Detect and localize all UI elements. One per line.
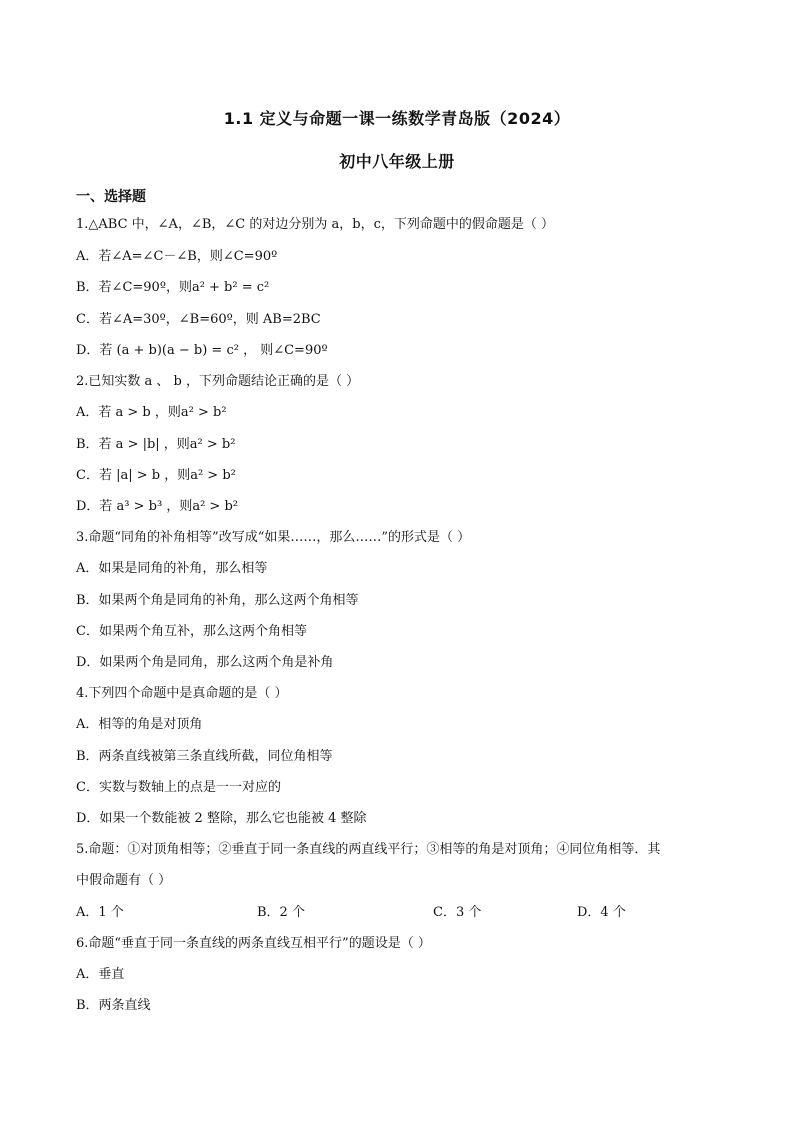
question-2-stem: 2.已知实数 a 、 b ，下列命题结论正确的是（ ） [76, 374, 360, 389]
question-4-stem: 4.下列四个命题中是真命题的是（ ） [76, 686, 288, 701]
section-heading: 一、选择题 [76, 189, 146, 205]
question-1-option-c: C．若∠A=30º，∠B=60º，则 AB=2BC [76, 312, 321, 327]
question-3-option-a: A．如果是同角的补角，那么相等 [76, 561, 268, 576]
question-2-option-c: C．若 |a| > b ，则a² > b² [76, 468, 236, 483]
question-5-option-a: A．1 个 [76, 905, 124, 920]
question-1-stem: 1.△ABC 中，∠A，∠B，∠C 的对边分别为 a，b，c，下列命题中的假命题是（ ） [76, 217, 554, 232]
question-1-option-d: D．若 (a + b)(a − b) = c² ， 则∠C=90º [76, 343, 328, 358]
question-4-option-d: D．如果一个数能被 2 整除，那么它也能被 4 整除 [76, 811, 367, 826]
question-6-option-a: A．垂直 [76, 967, 125, 982]
question-6-option-b: B．两条直线 [76, 998, 151, 1013]
question-2-option-a: A．若 a > b ，则a² > b² [76, 405, 227, 420]
question-3-stem: 3.命题“同角的补角相等”改写成“如果……，那么……”的形式是（ ） [76, 530, 471, 545]
question-6-stem: 6.命题“垂直于同一条直线的两条直线互相平行”的题设是（ ） [76, 936, 431, 951]
question-2-option-d: D．若 a³ > b³ ，则a² > b² [76, 499, 238, 514]
document-subtitle: 初中八年级上册 [339, 152, 455, 171]
question-3-option-c: C．如果两个角互补，那么这两个角相等 [76, 624, 307, 639]
question-5-option-d: D．4 个 [577, 905, 626, 920]
question-1-option-a: A．若∠A=∠C－∠B，则∠C=90º [76, 249, 278, 264]
question-1-option-b: B．若∠C=90º，则a² + b² = c² [76, 280, 270, 295]
question-3-option-d: D．如果两个角是同角，那么这两个角是补角 [76, 655, 334, 670]
question-4-option-a: A．相等的角是对顶角 [76, 717, 203, 732]
question-2-option-b: B．若 a > |b| ，则a² > b² [76, 437, 236, 452]
question-3-option-b: B．如果两个角是同角的补角，那么这两个角相等 [76, 593, 359, 608]
question-5-stem-line-2: 中假命题有（ ） [76, 873, 172, 888]
question-4-option-b: B．两条直线被第三条直线所截，同位角相等 [76, 749, 333, 764]
document-title: 1.1 定义与命题一课一练数学青岛版（2024） [223, 109, 571, 128]
question-5-option-c: C．3 个 [433, 905, 482, 920]
question-5-option-b: B．2 个 [257, 905, 305, 920]
question-5-stem-line-1: 5.命题：①对顶角相等；②垂直于同一条直线的两直线平行；③相等的角是对顶角；④同位角相等．其 [76, 842, 661, 857]
question-4-option-c: C．实数与数轴上的点是一一对应的 [76, 780, 281, 795]
